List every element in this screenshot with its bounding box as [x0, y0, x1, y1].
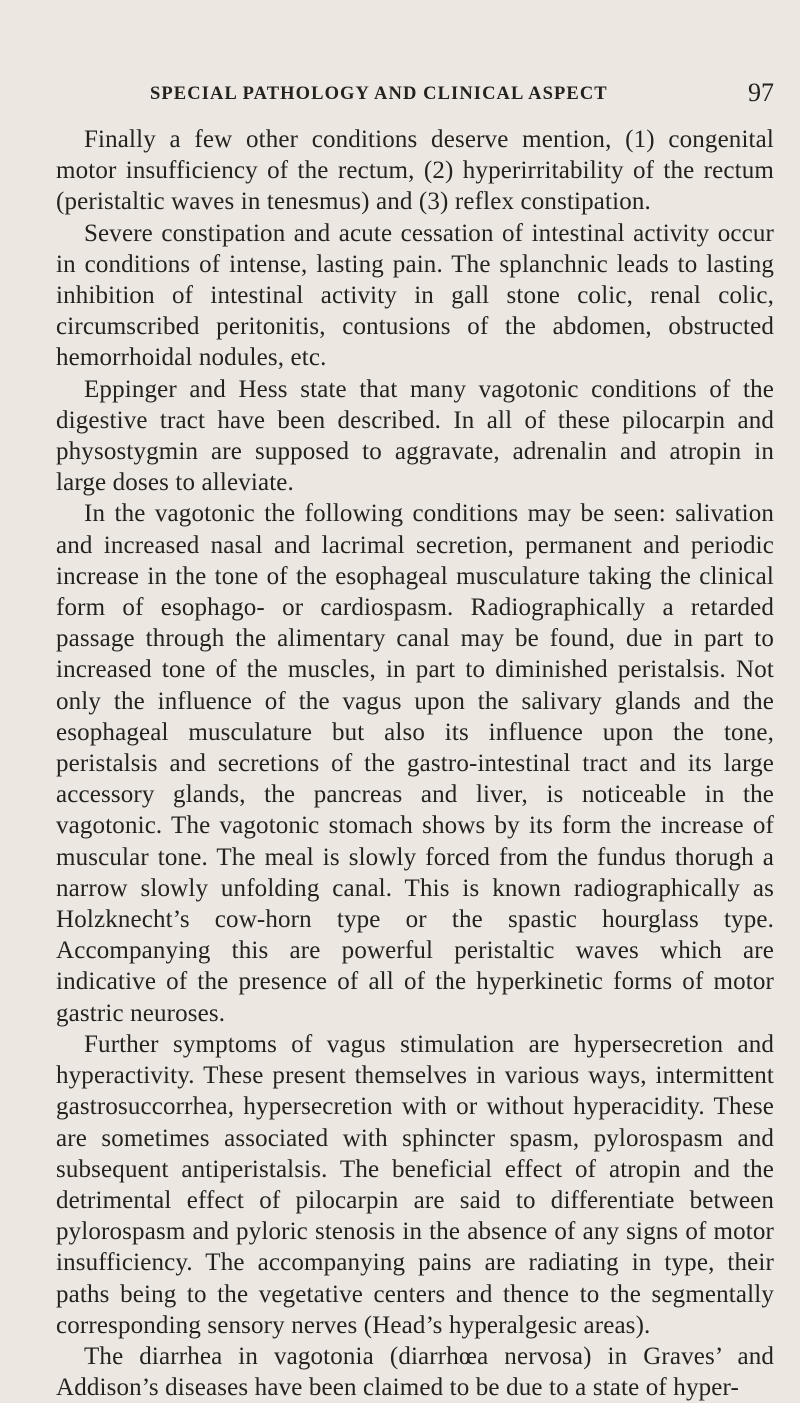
paragraph: The diarrhea in vagotonia (diarrhœa nervosa) in Graves’ and Addison’s diseases have been claimed to be due to a state of hyper- — [56, 1342, 774, 1402]
paragraph: Eppinger and Hess state that many vagotonic conditions of the digestive tract have been described. In all of these pilocarpin and physostygmin are supposed to aggravate, adrenalin and atropin in large doses to alleviate. — [56, 375, 774, 497]
paragraph: Finally a few other conditions deserve mention, (1) congenital motor insufficiency of the rectum, (2) hyperirritability of the rectum (peristaltic waves in tenesmus) and (3) reflex constipation. — [56, 126, 774, 216]
running-head — [150, 78, 774, 110]
page-number: 97 — [748, 78, 774, 107]
paragraph: In the vagotonic the following conditions may be seen: salivation and increased nasal and lacrimal secretion, permanent and periodic increase in the tone of the esophageal musculature taking the clinical form of esophago- or cardiospasm. Radiographically a retarded passage through the alimentary canal may be found, due in part to increased tone of the muscles, in part to diminished peristalsis. Not only the influence of the vagus upon the salivary glands and the esophageal musculature but also its influence upon the tone, peristalsis and secretions of the gastro-intestinal tract and its large accessory glands, the pancreas and liver, is noticeable in the vagotonic. The vagotonic stomach shows by its form the increase of muscular tone. The meal is slowly forced from the fundus thorugh a narrow slowly unfolding canal. This is known radiographically as Holzknecht’s cow-horn type or the spastic hourglass type. Accompanying this are powerful peristaltic waves which are indicative of the presence of all of the hyperkinetic forms of motor gastric neuroses. — [56, 500, 774, 1027]
running-title: SPECIAL PATHOLOGY AND CLINICAL ASPECT — [150, 84, 608, 104]
body-text — [56, 124, 774, 1403]
paragraph: Severe constipation and acute cessation of intestinal activity occur in conditions of intense, lasting pain. The splanchnic leads to lasting inhibition of intestinal activity in gall stone colic, renal colic, circumscribed peritonitis, contusions of the abdomen, obstructed hemorrhoidal nodules, etc. — [56, 219, 774, 372]
paragraph: Further symptoms of vagus stimulation are hypersecretion and hyperactivity. These present themselves in various ways, intermittent gastrosuccorrhea, hypersecretion with or without hyperacidity. These are sometimes associated with sphincter spasm, pylorospasm and subsequent antiperistalsis. The beneficial effect of atropin and the detrimental effect of pilocarpin are said to differentiate between pylorospasm and pyloric stenosis in the absence of any signs of motor insufficiency. The accompanying pains are radiating in type, their paths being to the vegetative centers and thence to the segmentally corresponding sensory nerves (Head’s hyperalgesic areas). — [56, 1030, 774, 1339]
